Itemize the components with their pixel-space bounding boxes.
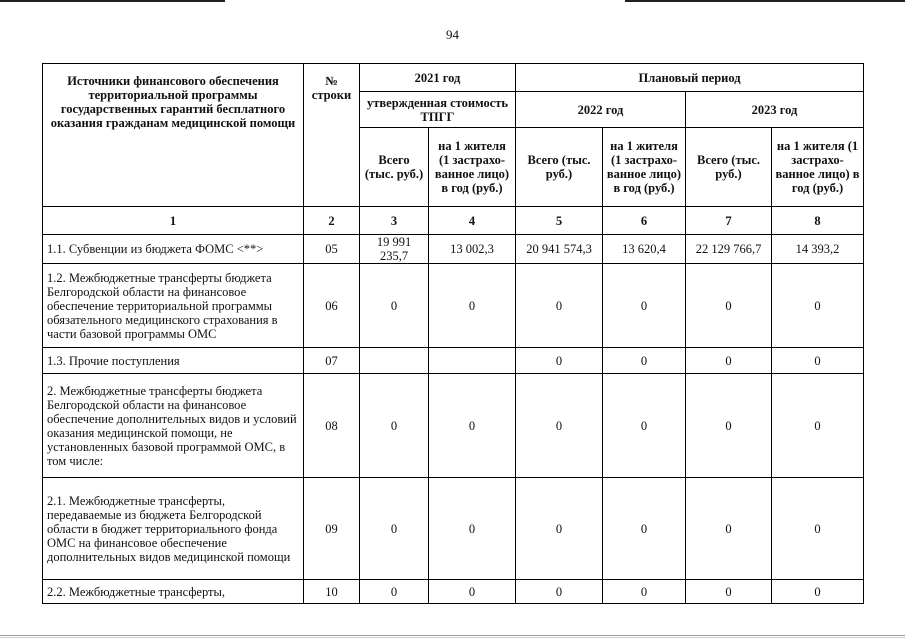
cell-value: 0 xyxy=(429,478,516,580)
cell-value: 22 129 766,7 xyxy=(686,235,772,264)
col-number: 4 xyxy=(429,207,516,235)
header-approved-cost: утвержденная стоимость ТПГГ xyxy=(360,92,516,128)
row-number: 06 xyxy=(304,264,360,348)
row-number: 08 xyxy=(304,374,360,478)
cell-value: 19 991 235,7 xyxy=(360,235,429,264)
table-row xyxy=(43,348,864,374)
col-number: 5 xyxy=(516,207,603,235)
row-label: 1.2. Межбюджетные трансферты бюджета Белгородской области на финансовое обеспечение территориальной программы обязательного медицинского страхования в части базовой программы ОМС xyxy=(43,264,304,348)
row-label: 2.2. Межбюджетные трансферты, xyxy=(43,580,304,604)
cell-value: 14 393,2 xyxy=(772,235,864,264)
row-label: 1.1. Субвенции из бюджета ФОМС <**> xyxy=(43,235,304,264)
col-number: 6 xyxy=(603,207,686,235)
header-total-2021: Всего (тыс. руб.) xyxy=(360,128,429,207)
cell-value: 0 xyxy=(772,348,864,374)
cell-value: 0 xyxy=(772,580,864,604)
cell-value: 0 xyxy=(516,478,603,580)
financing-table xyxy=(42,63,864,604)
cell-value: 13 620,4 xyxy=(603,235,686,264)
row-label: 1.3. Прочие поступления xyxy=(43,348,304,374)
cell-value: 0 xyxy=(686,348,772,374)
table-row xyxy=(43,264,864,348)
col-number: 1 xyxy=(43,207,304,235)
header-row-number: № строки xyxy=(304,64,360,207)
header-per-resident-2021: на 1 жителя (1 застрахо-ванное лицо) в год (руб.) xyxy=(429,128,516,207)
cell-value: 0 xyxy=(516,348,603,374)
row-number: 05 xyxy=(304,235,360,264)
cell-value: 0 xyxy=(516,580,603,604)
header-year-2021: 2021 год xyxy=(360,64,516,92)
cell-value xyxy=(429,348,516,374)
header-sources: Источники финансового обеспечения территориальной программы государственных гарантий бесплатного оказания гражданам медицинской помощи xyxy=(43,64,304,207)
cell-value: 0 xyxy=(603,580,686,604)
cell-value: 0 xyxy=(772,478,864,580)
page-number: 94 xyxy=(446,27,459,42)
cell-value: 20 941 574,3 xyxy=(516,235,603,264)
col-number: 2 xyxy=(304,207,360,235)
header-total-2023: Всего (тыс. руб.) xyxy=(686,128,772,207)
cell-value: 0 xyxy=(360,374,429,478)
cell-value: 0 xyxy=(686,374,772,478)
header-per-resident-2022: на 1 жителя (1 застрахо-ванное лицо) в год (руб.) xyxy=(603,128,686,207)
scan-top-edge xyxy=(0,0,905,4)
row-number: 10 xyxy=(304,580,360,604)
header-planned-period: Плановый период xyxy=(516,64,864,92)
table-row xyxy=(43,374,864,478)
row-number: 09 xyxy=(304,478,360,580)
header-per-resident-2023: на 1 жителя (1 застрахо-ванное лицо) в год (руб.) xyxy=(772,128,864,207)
header-year-2022: 2022 год xyxy=(516,92,686,128)
cell-value: 0 xyxy=(360,580,429,604)
cell-value xyxy=(360,348,429,374)
row-label: 2. Межбюджетные трансферты бюджета Белгородской области на финансовое обеспечение дополнительных видов и условий оказания медицинской помощи, не установленных базовой программой ОМС, в том числе: xyxy=(43,374,304,478)
table-row xyxy=(43,580,864,604)
cell-value: 0 xyxy=(360,478,429,580)
table-row xyxy=(43,235,864,264)
header-total-2022: Всего (тыс. руб.) xyxy=(516,128,603,207)
cell-value: 0 xyxy=(429,580,516,604)
row-label: 2.1. Межбюджетные трансферты, передаваемые из бюджета Белгородской области в бюджет территориального фонда ОМС на финансовое обеспечение дополнительных видов медицинской помощи xyxy=(43,478,304,580)
cell-value: 0 xyxy=(686,478,772,580)
cell-value: 0 xyxy=(429,374,516,478)
col-number: 3 xyxy=(360,207,429,235)
col-number: 7 xyxy=(686,207,772,235)
cell-value: 0 xyxy=(772,264,864,348)
header-year-2023: 2023 год xyxy=(686,92,864,128)
cell-value: 0 xyxy=(603,374,686,478)
table-row xyxy=(43,478,864,580)
cell-value: 0 xyxy=(603,478,686,580)
cell-value: 0 xyxy=(429,264,516,348)
col-number: 8 xyxy=(772,207,864,235)
cell-value: 0 xyxy=(772,374,864,478)
cell-value: 0 xyxy=(360,264,429,348)
cell-value: 0 xyxy=(516,264,603,348)
scan-bottom-edge xyxy=(0,632,905,640)
cell-value: 0 xyxy=(686,580,772,604)
cell-value: 0 xyxy=(603,348,686,374)
cell-value: 0 xyxy=(603,264,686,348)
row-number: 07 xyxy=(304,348,360,374)
cell-value: 0 xyxy=(686,264,772,348)
cell-value: 0 xyxy=(516,374,603,478)
cell-value: 13 002,3 xyxy=(429,235,516,264)
